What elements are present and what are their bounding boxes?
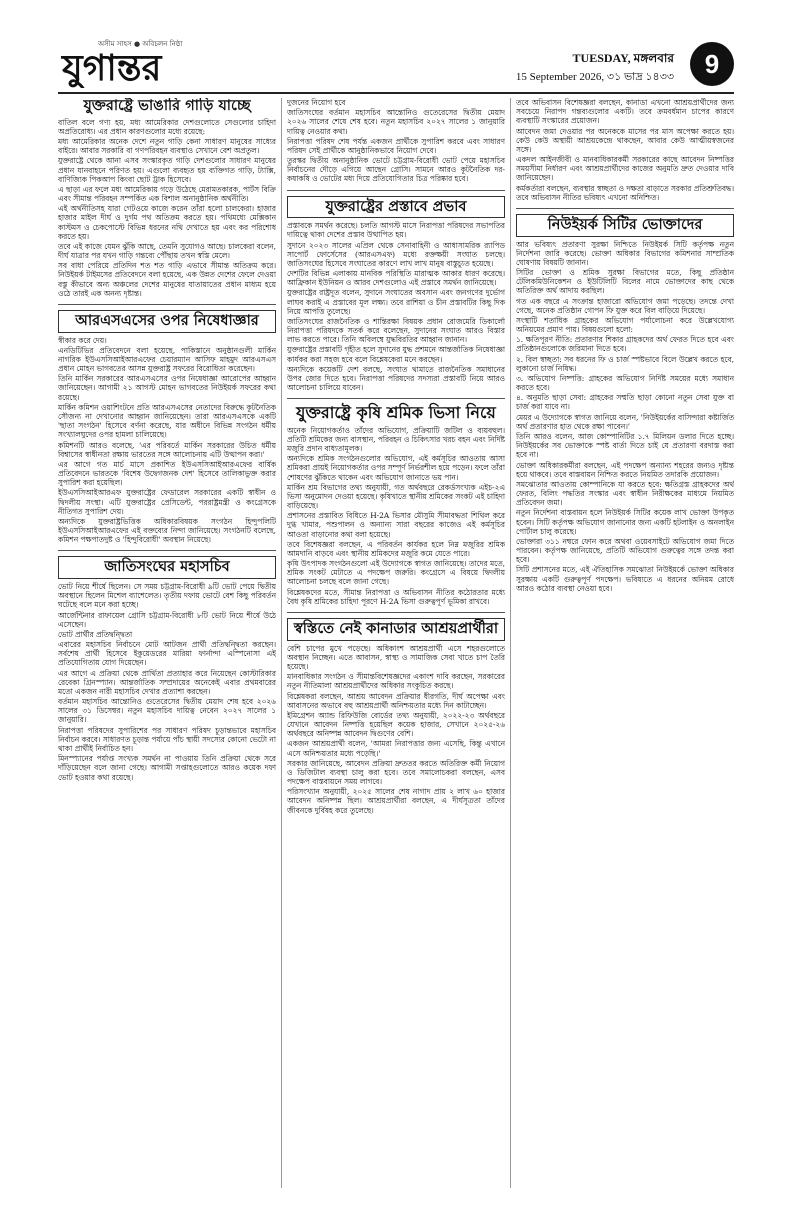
article-paragraph: অন্যদিকে যুক্তরাষ্ট্রভিত্তিক অধিকারবিষয়ক সংগঠন হিন্দুপলিটি ইউএসসিআইআরএফের এই বক্তব্যের নিন্দা জানিয়েছে। সংগঠনটি বলেছে, কমিশন পক্ষপাতদুষ্ট ও 'হিন্দুবিরোধী' অবস্থান নিয়েছে। [58,516,276,545]
article-paragraph: একদল আইনজীবী ও মানবাধিকারকর্মী সরকারের কাছে আবেদন নিষ্পত্তির সময়সীমা নির্ধারণ এবং আশ্রয়প্রার্থীদের কাজের অনুমতি দ্রুত দেওয়ার দাবি জানিয়েছেন। [516,155,734,183]
article [287,196,505,393]
article-divider [287,612,505,613]
article-paragraph: বাতিল বলে গণ্য হয়, মধ্য আমেরিকার দেশগুলোতে সেগুলোর চাহিদা অপ্রতিরোধ্য। এর প্রধান কারণগুলোর মধ্যে রয়েছে: [58,117,276,136]
article-headline: আরএসএসের ওপর নিষেধাজ্ঞার [58,310,276,333]
article-paragraph: একজন আশ্রয়প্রার্থী বলেন, 'আমরা নিরাপত্তার জন্য এসেছি, কিন্তু এখানে এসে অনিশ্চয়তার মধ্যে পড়েছি।' [287,739,505,758]
article-paragraph: জাতিসংঘের বর্তমান মহাসচিব আন্তোনিও গুতেরেসের দ্বিতীয় মেয়াদ ২০২৬ সালের শেষে শেষ হবে। নতুন মহাসচিব ২০২৭ সালের ১ জানুয়ারি দায়িত্ব নেওয়ার কথা। [287,108,505,136]
article-paragraph: ১. ক্ষতিপূরণ নীতি: প্রতারণার শিকার গ্রাহকদের অর্থ ফেরত দিতে হবে এবং প্রতিষ্ঠানগুলোকে জরিমানা দিতে হবে। [516,335,734,354]
article-paragraph: এর আগে এ প্রক্রিয়া থেকে প্রার্থিতা প্রত্যাহার করে নিয়েছেন কোস্টারিকার রেবেকা গ্রিনস্প্যান। আন্তর্জাতিক সম্প্রদায়ের অনেকেই এবার প্রথমবারের মতো একজন নারী মহাসচিব দেখার প্রত্যাশা করছেন। [58,668,276,696]
article-headline: যুক্তরাষ্ট্রের প্রস্তাবে প্রভাব [287,196,505,219]
article-paragraph: ভোক্তা অধিকারকর্মীরা বলছেন, এই পদক্ষেপ অন্যান্য শহরের জন্যও দৃষ্টান্ত হয়ে থাকবে। তবে বাস্তবায়ন নিশ্চিত করতে নিয়মিত তদারকি প্রয়োজন। [516,460,734,479]
article-paragraph: নিরাপত্তা পরিষদের সুপারিশের পর সাধারণ পরিষদ চূড়ান্তভাবে মহাসচিব নির্বাচন করবে। সাধারণত চূড়ান্ত পর্যায়ে পাঁচ স্থায়ী সদস্যের কোনো ভেটো না থাকা প্রার্থীই নির্বাচিত হন। [58,725,276,753]
article [58,98,276,298]
article-paragraph: এবারের মহাসচিব নির্বাচনে মোট আটজন প্রার্থী প্রতিদ্বন্দ্বিতা করছেন। সর্বশেষ প্রার্থী হিসেবে ইকুয়েডরের মারিয়া ফার্নান্দা এস্পিনোসা এই প্রতিযোগিতায় যোগ দিয়েছেন। [58,640,276,668]
article-paragraph: কমিশনটি আরও বলেছে, 'এর পরিবর্তে মার্কিন সরকারের উচিত ধর্মীয় বিশ্বাসের স্বাধীনতা রক্ষায় ভারতের সঙ্গে আলোচনায় এটি উত্থাপন করা।' [58,440,276,459]
article-paragraph: ৪. অনুমতি ছাড়া সেবা: গ্রাহকের সম্মতি ছাড়া কোনো নতুন সেবা যুক্ত বা চার্জ করা যাবে না। [516,393,734,412]
article-divider [287,190,505,191]
article-paragraph: এই অর্থনীতিসহ যারা গেটওয়ে কাজে করেন তাঁরা হলো চালকেরা। হাজার হাজার মাইল দীর্ঘ ও দুর্গম পথ অতিক্রম করতে হয়। পথিমধ্যে মেক্সিকান কাস্টমস ও চেকপোস্টে বিভিন্ন ধরনের নথি দেখাতে হয় এবং কর পরিশোধ করতে হয়। [58,204,276,241]
article-paragraph: তিনি মার্কিন সরকারের আরএসএসের ওপর নিষেধাজ্ঞা আরোপের আহ্বান জানিয়েছেন। আগামী ২১ আগস্ট মোহন ভাগবতের নিউইয়র্ক সফরের কথা রয়েছে। [58,374,276,402]
masthead [58,36,734,94]
article-paragraph: সরকার জানিয়েছে, আবেদন প্রক্রিয়া দ্রুততর করতে অতিরিক্ত কর্মী নিয়োগ ও ডিজিটাল ব্যবস্থা চালু করা হবে। তবে সমালোচকরা বলছেন, এসব পদক্ষেপ বাস্তবায়নে সময় লাগবে। [287,758,505,787]
article-paragraph: প্রশাসনের প্রস্তাবিত বিধিতে H-2A ভিসার মৌসুমি সীমাবদ্ধতা শিথিল করে দুগ্ধ খামার, পশুপালন ও অন্যান্য সারা বছরের কাজেও এই কর্মসূচির আওতা বাড়ানোর কথা বলা হয়েছে। [287,511,505,539]
article [516,214,734,593]
article-divider [287,398,505,399]
article-paragraph: মধ্য আমেরিকার অনেক দেশে নতুন গাড়ি কেনা সাধারণ মানুষের সাধ্যের বাইরে। আবার সরকারি বা গণপরিবহন ব্যবস্থাও সেখানে বেশ অপ্রতুল। [58,137,276,156]
logo-text: যুগান্তর [62,48,162,88]
article [58,310,276,544]
day-label: TUESDAY, মঙ্গলবার [572,51,674,65]
date-label: 15 September 2026, ৩১ ভাদ্র ১৪৩৩ [515,71,674,83]
article-paragraph: যুক্তরাষ্ট্রের প্রস্তাবটি গৃহীত হলে সুদানের যুদ্ধ প্রশমনে আন্তর্জাতিক নিষেধাজ্ঞা কার্যকর করা সহজ হবে বলে বিশ্লেষকেরা মনে করছেন। [287,345,505,364]
article-paragraph: অন্যদিকে শ্রমিক সংগঠনগুলোর অভিযোগ, এই কর্মসূচির আওতায় আসা শ্রমিকরা প্রায়ই নিয়োগকর্তার ওপর সম্পূর্ণ নির্ভরশীল হয়ে পড়েন। ফলে তাঁরা শোষণের ঝুঁকিতে থাকেন এবং অভিযোগ জানাতে ভয় পান। [287,454,505,482]
article-paragraph: তিনি আরও বলেন, আজ কোম্পানিটির ১.৭ মিলিয়ন ডলার দিতে হচ্ছে। নিউইয়র্কের সব ভোক্তাকে স্পষ্ট বার্তা দিতে চাই যে প্রতারণা বরদাস্ত করা হবে না। [516,432,734,460]
article-paragraph: আর ভবিষ্যৎ প্রতারণা সুরক্ষা নিশ্চিতে নিউইয়র্ক সিটি কর্তৃপক্ষ নতুন নির্দেশনা জারি করেছে। ভোক্তা অধিকার বিভাগের কমিশনার সাম্প্রতিক ঘোষণায় বিষয়টি জানান। [516,239,734,267]
article-paragraph: কর্মকর্তারা বলছেন, ব্যবস্থার স্বচ্ছতা ও দক্ষতা বাড়াতে সরকার প্রতিশ্রুতিবদ্ধ। তবে অভিবাসন নীতির ভবিষ্যৎ এখনো অনিশ্চিত। [516,183,734,202]
article-paragraph: নতুন নির্দেশনা বাস্তবায়ন হলে নিউইয়র্ক সিটির কয়েক লাখ ভোক্তা উপকৃত হবেন। সিটি কর্তৃপক্ষ অভিযোগ জানানোর জন্য একটি হটলাইন ও অনলাইন পোর্টাল চালু করেছে। [516,508,734,536]
article-paragraph: সংস্থাটি শতাধিক গ্রাহকের অভিযোগ পর্যালোচনা করে উল্লেখযোগ্য অনিয়মের প্রমাণ পায়। বিষয়গুলো হলো: [516,315,734,335]
article-divider [58,304,276,305]
article-paragraph: সব বাধা পেরিয়ে প্রতিদিন শত শত গাড়ি এভাবে সীমান্ত অতিক্রম করে। নিউইয়র্ক টাইমসের প্রতিবেদনে বলা হয়েছে, এক উন্নত দেশের ফেলে দেওয়া বস্তু কীভাবে অন্য অঞ্চলের দেশের মানুষের যাতায়াতের প্রধান মাধ্যম হয়ে ওঠে তারই এক অনন্য দৃষ্টান্ত। [58,261,276,298]
article-paragraph: যুক্তরাষ্ট্রে থেকে আনা এসব সংস্কারকৃত গাড়ি দেশগুলোর সাধারণ মানুষের প্রধান যানবাহনে পরিণত হয়। এগুলো ব্যবহৃত হয় ব্যক্তিগত গাড়ি, ট্যাক্সি, বাণিজ্যিক পিকআপ কিংবা ছোট ট্রাক হিসেবে। [58,156,276,184]
column-3 [516,98,734,1188]
article-paragraph: গত এক বছরে এ সংক্রান্ত হাজারো অভিযোগ জমা পড়েছে। তদন্তে দেখা গেছে, অনেক প্রতিষ্ঠান গোপন ফি যুক্ত করে বিল বাড়িয়ে দিয়েছে। [516,296,734,315]
article-paragraph: সিটির ভোক্তা ও শ্রমিক সুরক্ষা বিভাগের মতে, কিছু প্রতিষ্ঠান টেলিকমিউনিকেশন ও ইউটিলিটি বিলের নামে ভোক্তাদের কাছ থেকে অতিরিক্ত অর্থ আদায় করছিল। [516,268,734,296]
article [287,618,505,815]
column-1 [58,98,276,1188]
article-paragraph: বিশ্লেষকদের মতে, সীমান্ত নিরাপত্তা ও অভিবাসন নীতির কঠোরতার মধ্যে বৈধ কৃষি শ্রমিকের চাহিদা পূরণে H-2A ভিসা গুরুত্বপূর্ণ ভূমিকা রাখবে। [287,587,505,606]
page-number-badge: 9 [690,42,734,86]
article-headline: স্বস্তিতে নেই কানাডার আশ্রয়প্রার্থীরা [287,618,505,641]
tagline: অসীম সাহস ● অবিচলন নিষ্ঠা [98,40,183,48]
article-paragraph: সমঝোতার আওতায় কোম্পানিকে যা করতে হবে: ক্ষতিগ্রস্ত গ্রাহকদের অর্থ ফেরত, বিলিং পদ্ধতির সংস্কার এবং স্বাধীন নিরীক্ষকের মাধ্যমে নিয়মিত প্রতিবেদন জমা। [516,479,734,508]
article-paragraph: তবে বিশেষজ্ঞরা বলছেন, এ পরিবর্তন কার্যকর হলে নিম্ন মজুরির শ্রমিক আমদানি বাড়বে এবং স্থানীয় শ্রমিকদের মজুরি কমে যেতে পারে। [287,539,505,558]
column-divider [510,98,511,1188]
article-paragraph: তুরস্কর দ্বিতীয় অনানুষ্ঠানিক ভোটে চট্টগ্রাম-বিরোধী ভোট পেয়ে মহাসচিব নির্বাচনের দৌড়ে এগিয়ে আছেন গ্রোসি। সামনে আরও কূটনৈতিক দর-কষাকষি ও ভোটের মধ্য দিয়ে প্রতিযোগিতার চিত্র পরিষ্কার হবে। [287,156,505,184]
article-paragraph: অন্যদিকে কয়েকটি দেশ বলছে, সংঘাত থামাতে রাজনৈতিক সমাধানের উপর জোর দিতে হবে। নিরাপত্তা পরিষদের সদস্যরা প্রস্তাবটি নিয়ে আরও আলোচনা চালিয়ে যাবেন। [287,364,505,393]
article-paragraph: বিশ্লেষকরা বলছেন, আশ্রয় আবেদন প্রক্রিয়ার ধীরগতি, দীর্ঘ অপেক্ষা এবং আবাসনের অভাবে বহু আশ্রয়প্রার্থী অনিশ্চয়তার মধ্যে দিন কাটাচ্ছেন। [287,691,505,710]
article-paragraph: আবেদন জমা দেওয়ার পর অনেককে মাসের পর মাস অপেক্ষা করতে হয়। কেউ কেউ অস্থায়ী আশ্রয়কেন্দ্রে থাকছেন, আবার কেউ আত্মীয়স্বজনের সঙ্গে। [516,126,734,154]
article-paragraph: এ ছাড়া এর ফলে মধ্য আমেরিকায় গড়ে উঠেছে মেরামতকারক, পার্টস বিক্রি এবং সীমান্ত পরিবহন সম্পর্কিত এক বিশাল অনানুষ্ঠানিক অর্থনীতি। [58,184,276,204]
article-paragraph: তবে অভিবাসন বিশেষজ্ঞরা বলছেন, কানাডা এখনো আশ্রয়প্রার্থীদের জন্য সবচেয়ে নিরাপদ গন্তব্যগুলোর একটি। তবে ক্রমবর্ধমান চাপের কারণে ব্যবস্থাটি সংস্কারের প্রয়োজন। [516,98,734,126]
article-paragraph: সুদানে ২০২৩ সালের এপ্রিল থেকে সেনাবাহিনী ও আধাসামরিক র‍্যাপিড সাপোর্ট ফোর্সেসের (আরএসএফ) মধ্যে রক্তক্ষয়ী সংঘাত চলছে। জাতিসংঘের হিসেবে সংঘাতের কারণে লাখ লাখ মানুষ বাস্তুচ্যুত হয়েছে। [287,240,505,268]
article-divider [516,208,734,209]
article [58,556,276,781]
article-divider [58,550,276,551]
article-headline: যুক্তরাষ্ট্রে কৃষি শ্রমিক ভিসা নিয়ে [296,403,496,423]
article-paragraph: মানবাধিকার সংগঠন ও সীমান্তবিশেষজ্ঞদের একাংশ দাবি করছেন, সরকারের নতুন নীতিমালা আশ্রয়প্রার্থীদের অধিকার সংকুচিত করছে। [287,672,505,691]
article-paragraph: মেয়র এ উদ্যোগকে স্বাগত জানিয়ে বলেন, 'নিউইয়র্কের বাসিন্দারা কষ্টার্জিত অর্থ প্রতারণার হাত থেকে রক্ষা পাবেন।' [516,412,734,431]
article-paragraph: দেশটির বিভিন্ন এলাকায় মানবিক পরিস্থিতি মারাত্মক আকার ধারণ করেছে। আফ্রিকান ইউনিয়ন ও আরব দেশগুলোও এই প্রস্তাবে সমর্থন জানিয়েছে। [287,269,505,288]
article-paragraph: ২. বিল স্বচ্ছতা: সব ধরনের ফি ও চার্জ স্পষ্টভাবে বিলে উল্লেখ করতে হবে, লুকানো চার্জ নিষিদ্ধ। [516,354,734,373]
column-divider [281,98,282,1188]
article [287,98,505,184]
article-paragraph: পরিসংখ্যান অনুযায়ী, ২০২৫ সালের শেষ নাগাদ প্রায় ২ লাখ ৬০ হাজার আবেদন অনিষ্পন্ন ছিল। আশ্রয়প্রার্থীরা বলছেন, এ দীর্ঘসূত্রতা তাঁদের জীবনকে দুর্বিষহ করে তুলেছে। [287,787,505,815]
article-paragraph: মার্কিন শ্রম বিভাগের তথ্য অনুযায়ী, গত অর্থবছরে রেকর্ডসংখ্যক এইচ-২এ ভিসা অনুমোদন দেওয়া হয়েছে। কৃষিখাতে স্থানীয় শ্রমিকের সংকট এই চাহিদা বাড়িয়েছে। [287,482,505,511]
article-paragraph: ইমিগ্রেশন অ্যান্ড রিফিউজি বোর্ডের তথ্য অনুযায়ী, ২০২২-২৩ অর্থবছরে যেখানে আবেদন নিষ্পত্তি হয়েছিল কয়েক হাজার, সেখানে ২০২৫-২৬ অর্থবছরে অনিষ্পন্ন আবেদন দ্বিগুণের বেশি। [287,710,505,739]
article-paragraph: জাতিসংঘের রাজনৈতিক ও শান্তিরক্ষা বিষয়ক প্রধান রোজমেরি ডিকার্লো নিরাপত্তা পরিষদকে সতর্ক করে বলেছেন, সুদানের সংঘাত আরও বিস্তার লাভ করতে পারে। তিনি অবিলম্বে যুদ্ধবিরতির আহ্বান জানান। [287,316,505,345]
article-paragraph: অনেক নিয়োগকর্তাও তাঁদের অভিযোগ, প্রক্রিয়াটি জটিল ও ব্যয়বহুল। প্রতিটি শ্রমিকের জন্য বাসস্থান, পরিবহন ও চিকিৎসার খরচ বহন এবং নির্দিষ্ট মজুরি প্রদান বাধ্যতামূলক। [287,425,505,454]
column-2 [287,98,505,1188]
article-paragraph: কৃষি উৎপাদক সংগঠনগুলো এই উদ্যোগকে স্বাগত জানিয়েছে। তাদের মতে, শ্রমিক সংকট মেটাতে এ পদক্ষেপ জরুরি। কংগ্রেসে এ বিষয়ে দ্বিদলীয় আলোচনা চলছে বলে জানা গেছে। [287,559,505,587]
article-paragraph: বর্তমান মহাসচিব আন্তোনিও গুতেরেসের দ্বিতীয় মেয়াদ শেষ হবে ২০২৬ সালের ৩১ ডিসেম্বর। নতুন মহাসচিব দায়িত্ব নেবেন ২০২৭ সালের ১ জানুয়ারি। [58,697,276,725]
article-paragraph: সিটি প্রশাসনের মতে, এই ঐতিহাসিক সমঝোতা নিউইয়র্কে ভোক্তা অধিকার সুরক্ষায় একটি গুরুত্বপূর্ণ পদক্ষেপ। ভবিষ্যতে এ ধরনের অনিয়ম রোধে আরও কঠোর ব্যবস্থা নেওয়া হবে। [516,565,734,593]
article-paragraph: আর্জেন্টিনার রাফায়েল গ্রোসি চট্টগ্রাম-বিরোধী ৮টি ভোট নিয়ে শীর্ষে উঠে এসেছেন। [58,610,276,629]
article-paragraph: নিরাপত্তা পরিষদ শেষ পর্যন্ত একজন প্রার্থীকে সুপারিশ করবে এবং সাধারণ পরিষদ সেই প্রার্থীকে আনুষ্ঠানিকভাবে নিয়োগ দেবে। [287,136,505,155]
article-paragraph: বেশি চাপের মুখে পড়েছে। অধিকাংশ আশ্রয়প্রার্থী এসে শহরগুলোতে অবস্থান নিচ্ছেন। এতে আবাসন, স্বাস্থ্য ও সামাজিক সেবা খাতে চাপ তৈরি হয়েছে। [287,643,505,671]
article-paragraph: মিনস্প্যানের পর্যাপ্ত সংখ্যক সমর্থন না পাওয়ায় তিনি প্রক্রিয়া থেকে সরে দাঁড়িয়েছেন বলে জানা গেছে। আগামী সপ্তাহগুলোতে আরও কয়েক দফা ভোট হওয়ার কথা রয়েছে। [58,754,276,782]
article-paragraph: প্রস্তাবকে সমর্থন করেছে। চলতি আগস্ট মাসে নিরাপত্তা পরিষদের সভাপতির দায়িত্বে থাকা দেশের প্রস্তাব উত্থাপিত হয়। [287,221,505,240]
article-paragraph: যুক্তরাষ্ট্রের রাষ্ট্রদূত বলেন, সুদানে সংঘাতের অবসান এবং জনগণের দুর্ভোগ লাঘব করাই এ প্রস্তাবের মূল লক্ষ্য। তবে রাশিয়া ও চীন প্রস্তাবটির কিছু দিক নিয়ে আপত্তি তুলেছে। [287,288,505,316]
article-paragraph: ভোট নিয়ে শীর্ষে ছিলেন। সে সময় চট্টগ্রাম-বিরোধী ৯টি ভোট পেয়ে দ্বিতীয় অবস্থানে ছিলেন মিশেল ব্যাশেলেত। তৃতীয় দফায় ভোটে বেশ কিছু পরিবর্তন ঘটেছে বলে মনে করা হচ্ছে। [58,582,276,610]
article-headline: যুক্তরাষ্ট্রে ভাঙারি গাড়ি যাচ্ছে [83,98,251,114]
article-paragraph: ইউএসসিআইআরএফ যুক্তরাষ্ট্রের ফেডারেল সরকারের একটি স্বাধীন ও দ্বিদলীয় সংস্থা। এটি যুক্তরাষ্ট্রের প্রেসিডেন্ট, পররাষ্ট্রমন্ত্রী ও কংগ্রেসকে নীতিগত সুপারিশ দেয়। [58,488,276,516]
article-paragraph: ৩. অভিযোগ নিষ্পত্তি: গ্রাহকের অভিযোগ নির্দিষ্ট সময়ের মধ্যে সমাধান করতে হবে। [516,373,734,393]
article [287,404,505,606]
article-paragraph: দুজনের নিয়োগ হবে [287,98,346,107]
article-paragraph: তবে এই কাজে যেমন ঝুঁকি আছে, তেমনি সুযোগও আছে। চালকেরা বলেন, দীর্ঘ যাত্রার পর যখন গাড়ি গন্তব্যে পৌঁছায় তখন স্বস্তি মেলে। [58,241,276,261]
article-headline: জাতিসংঘের মহাসচিব [58,556,276,579]
article-paragraph: এনডিটিভির প্রতিবেদনে বলা হয়েছে, পাকিস্তানে অনুষ্ঠানগুলী মার্কিন নাগরিক ইউএসসিআইআরএফের চেয়ারম্যান আসিফ মাহমুদ আরএসএস প্রধান মোহন ভাগবতের আসন্ন যুক্তরাষ্ট্র সফরের বিরোধিতা করেছেন। [58,345,276,374]
article-paragraph: মার্কিন কমিশন ওয়াশিংটনে প্রতি আরএসএসের নেতাদের বিরুদ্ধে কূটনৈতিক সৌজন্য না দেখানোর আহ্বান জানিয়েছেন। তারা আরএসএসকে একটি 'ছাতা সংগঠন' হিসেবে বর্ণনা করেছে, যার অধীনে বিভিন্ন সংগঠন ধর্মীয় সংখ্যালঘুদের ওপর হামলা চালিয়েছে। [58,402,276,440]
article-paragraph: ভোক্তারা ৩১১ নম্বরে ফোন করে অথবা ওয়েবসাইটে অভিযোগ জমা দিতে পারবেন। কর্তৃপক্ষ জানিয়েছে, প্রতিটি অভিযোগ গুরুত্বের সঙ্গে তদন্ত করা হবে। [516,536,734,565]
article [516,98,734,202]
article-paragraph: ভোট প্রার্থীর প্রতিদ্বন্দ্বিতা [58,629,133,639]
article-paragraph: স্বীকার করে দেয়। [58,335,107,345]
article-headline: নিউইয়র্ক সিটির ভোক্তাদের [516,214,734,237]
article-paragraph: এর আগে গত মার্চ মাসে প্রকাশিত ইউএসসিআইআরএফের বার্ষিক প্রতিবেদনে ভারতকে 'বিশেষ উদ্বেগজনক দেশ' হিসেবে তালিকাভুক্ত করার সুপারিশ করা হয়েছিল। [58,459,276,488]
